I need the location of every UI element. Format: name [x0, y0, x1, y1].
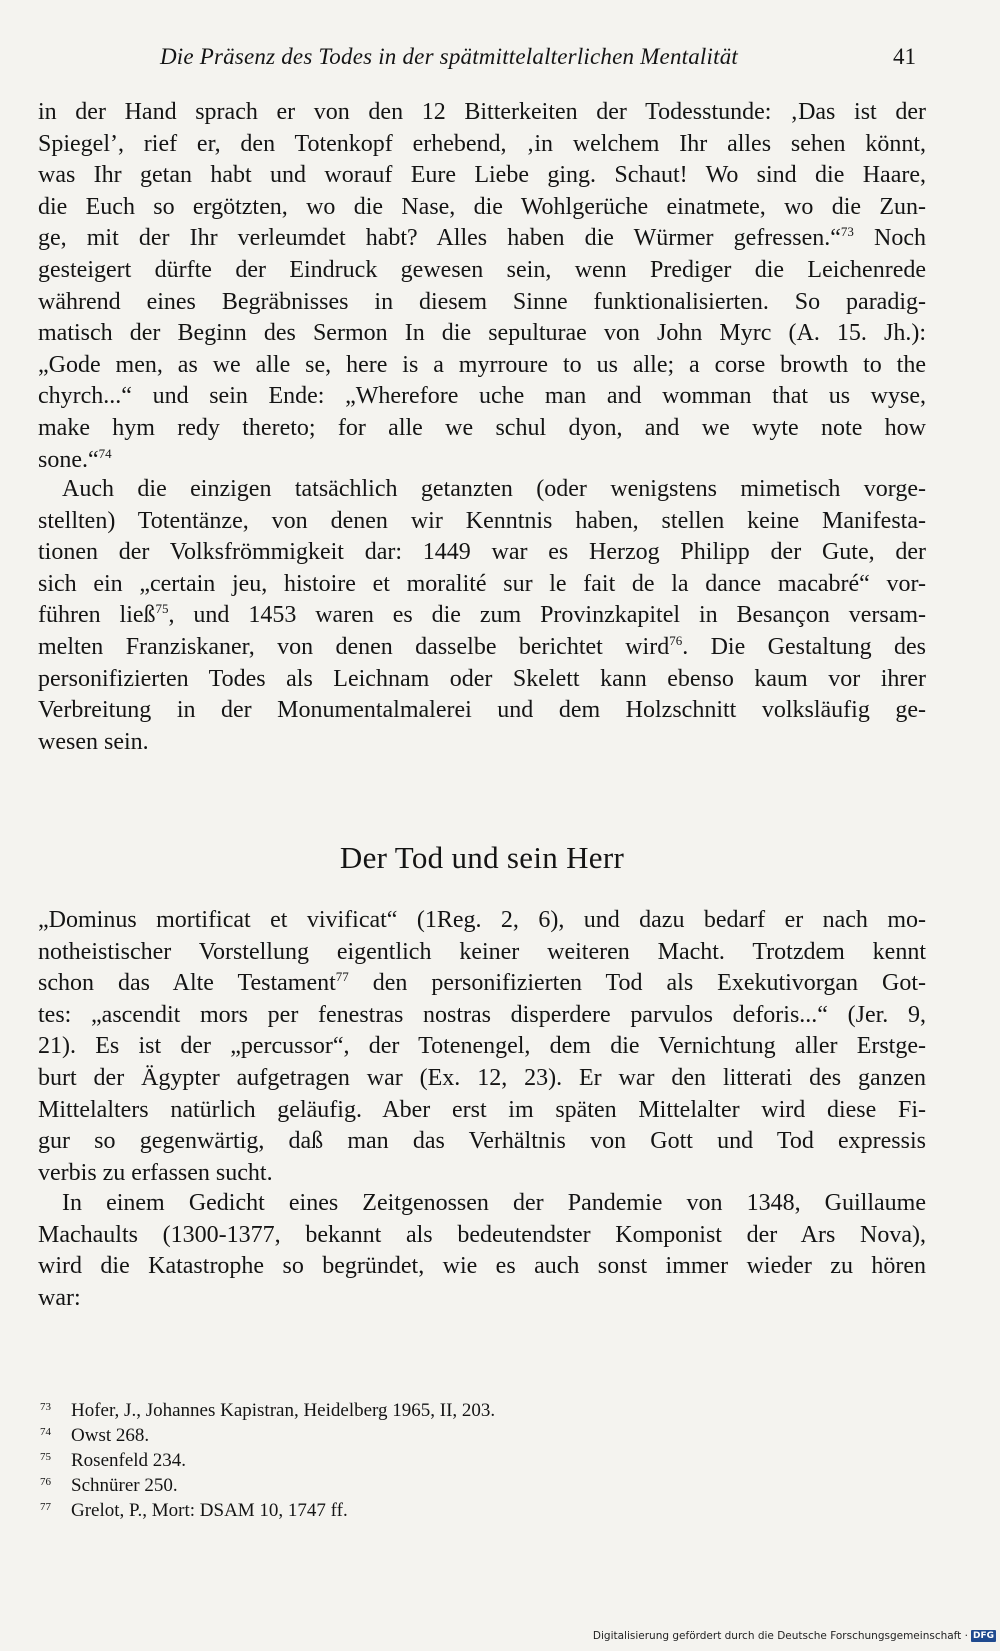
footnote: 76 Schnürer 250. — [40, 1475, 178, 1496]
text-run: Spiegel’, rief er, den Totenkopf erhebend, ‚in welchem Ihr alles sehen könnt, — [38, 130, 926, 157]
paragraph — [38, 474, 926, 758]
text-line — [38, 968, 926, 1000]
text-run: „Dominus mortificat et vivificat“ (1Reg. 2, 6), und dazu bedarf er nach mo- — [38, 907, 926, 933]
text-run: die Euch so ergötzten, wo die Nase, die Wohlgerüche einatmete, wo die Zun- — [38, 193, 926, 220]
text-run: Machaults (1300-1377, bekannt als bedeutendster Komponist der Ars Nova), — [38, 1221, 926, 1248]
text-line — [38, 1126, 926, 1158]
text-line — [38, 97, 926, 129]
text-run: chyrch...“ und sein Ende: „Wherefore uche man and womman that us wyse, — [38, 383, 926, 410]
text-line — [38, 318, 926, 350]
funding-note: Digitalisierung gefördert durch die Deutsche Forschungsgemeinschaft · — [592, 1630, 968, 1642]
text-line — [38, 1000, 926, 1032]
text-line — [38, 1220, 926, 1252]
text-run: schon das Alte Testament — [38, 970, 336, 997]
footnote: 74 Owst 268. — [40, 1425, 150, 1446]
text-run: 21). Es ist der „percussor“, der Totenengel, dem die Vernichtung aller Erstge- — [38, 1033, 926, 1060]
text-run: „Gode men, as we alle se, here is a myrroure to us alle; a corse browth to the — [38, 351, 926, 378]
paragraph — [38, 97, 926, 476]
text-run: Noch — [853, 225, 927, 252]
footnote-reference: 73 — [840, 224, 854, 240]
text-line — [38, 1158, 926, 1190]
text-line — [38, 905, 926, 937]
text-run: ge, mit der Ihr verleumdet habt? Alles haben die Würmer gefressen.“ — [38, 225, 841, 252]
page-number: 41 — [893, 44, 916, 69]
text-line — [38, 160, 926, 192]
footnote-reference: 74 — [98, 445, 112, 461]
text-run: sone.“ — [38, 446, 99, 473]
paragraph — [38, 1188, 926, 1314]
paragraph — [38, 905, 926, 1189]
text-line — [38, 1031, 926, 1063]
text-run: Auch die einzigen tatsächlich getanzten (oder wenigstens mimetisch vorge- — [62, 476, 926, 502]
text-run: matisch der Beginn des Sermon In die sepulturae von John Myrc (A. 15. Jh.): — [38, 320, 926, 347]
text-run: gur so gegenwärtig, daß man das Verhältnis von Gott und Tod expressis — [38, 1128, 926, 1155]
text-line — [38, 727, 926, 759]
text-line — [38, 506, 926, 538]
text-run: Verbreitung in der Monumentalmalerei und dem Holzschnitt volksläufig ge- — [38, 697, 926, 724]
text-run: make hym redy thereto; for alle we schul dyon, and we wyte note how — [38, 414, 926, 441]
text-line — [38, 664, 926, 696]
text-run: burt der Ägypter aufgetragen war (Ex. 12, 23). Er war den litterati des ganzen — [38, 1064, 926, 1091]
text-line — [38, 600, 926, 632]
text-line — [38, 192, 926, 224]
text-line — [38, 129, 926, 161]
text-run: personifizierten Todes als Leichnam oder Skelett kann ebenso kaum vor ihrer — [38, 665, 926, 692]
footnote-reference: 77 — [335, 969, 349, 985]
text-line — [38, 569, 926, 601]
dfg-logo: DFG — [972, 1631, 994, 1641]
footnote: 77 Grelot, P., Mort: DSAM 10, 1747 ff. — [40, 1500, 348, 1521]
text-line — [38, 413, 926, 445]
text-line — [38, 1283, 926, 1315]
text-line — [38, 632, 926, 664]
text-run: tionen der Volksfrömmigkeit dar: 1449 war es Herzog Philipp der Gute, der — [38, 539, 926, 566]
text-line — [38, 1251, 926, 1283]
text-run: war: — [38, 1284, 81, 1311]
text-run: gesteigert dürfte der Eindruck gewesen sein, wenn Prediger die Leichenrede — [38, 256, 926, 283]
section-heading: Der Tod und sein Herr — [339, 840, 625, 875]
footnote: 73 Hofer, J., Johannes Kapistran, Heidelberg 1965, II, 203. — [40, 1400, 496, 1421]
text-run: . Die Gestaltung des — [682, 633, 926, 660]
text-line — [38, 474, 926, 506]
text-run: wesen sein. — [38, 728, 149, 755]
text-run: den personifizierten Tod als Exekutivorgan Got- — [348, 970, 926, 997]
text-run: notheistischer Vorstellung eigentlich keiner weiteren Macht. Trotzdem kennt — [38, 938, 926, 965]
text-run: sich ein „certain jeu, histoire et moralité sur le fait de la dance macabré“ vor- — [38, 570, 926, 597]
text-run: während eines Begräbnisses in diesem Sinne funktionalisierten. So paradig- — [38, 288, 926, 315]
footnote-reference: 76 — [669, 632, 683, 648]
text-run: In einem Gedicht eines Zeitgenossen der Pandemie von 1348, Guillaume — [62, 1190, 926, 1216]
text-run: verbis zu erfassen sucht. — [38, 1159, 273, 1186]
footnote: 75 Rosenfeld 234. — [40, 1450, 187, 1471]
text-run: führen ließ — [38, 602, 156, 629]
text-run: was Ihr getan habt und worauf Eure Liebe ging. Schaut! Wo sind die Haare, — [38, 162, 926, 189]
text-run: in der Hand sprach er von den 12 Bitterkeiten der Todesstunde: ‚Das ist der — [38, 99, 926, 125]
text-line — [38, 350, 926, 382]
footnote-reference: 75 — [155, 601, 169, 617]
text-line — [38, 223, 926, 255]
text-line — [38, 255, 926, 287]
text-run: tes: „ascendit mors per fenestras nostras disperdere parvulos deforis...“ (Jer. 9, — [38, 1001, 926, 1028]
footnote-text: Hofer, J., Johannes Kapistran, Heidelberg 1965, II, 203. — [71, 1400, 496, 1421]
text-run: , und 1453 waren es die zum Provinzkapitel in Besançon versam- — [168, 602, 927, 629]
text-run: melten Franziskaner, von denen dasselbe berichtet wird — [38, 633, 670, 660]
footnote-text: Owst 268. — [71, 1425, 150, 1446]
footnotes — [40, 1398, 740, 1523]
text-line — [38, 1095, 926, 1127]
text-run: Mittelalters natürlich geläufig. Aber erst im späten Mittelalter wird diese Fi- — [38, 1096, 926, 1123]
text-line — [38, 381, 926, 413]
text-run: wird die Katastrophe so begründet, wie es auch sonst immer wieder zu hören — [38, 1253, 926, 1280]
text-run: stellten) Totentänze, von denen wir Kenntnis haben, stellen keine Manifesta- — [38, 507, 926, 534]
text-line — [38, 537, 926, 569]
footnote-text: Rosenfeld 234. — [71, 1450, 187, 1471]
text-line — [38, 445, 926, 477]
footnote-text: Grelot, P., Mort: DSAM 10, 1747 ff. — [71, 1500, 348, 1521]
text-line — [38, 287, 926, 319]
text-line — [38, 937, 926, 969]
funding-footer — [593, 1630, 996, 1642]
running-title: Die Präsenz des Todes in der spätmittelalterlichen Mentalität — [160, 44, 738, 69]
text-line — [38, 695, 926, 727]
text-line — [38, 1188, 926, 1220]
footnote-text: Schnürer 250. — [71, 1475, 178, 1496]
text-line — [38, 1063, 926, 1095]
